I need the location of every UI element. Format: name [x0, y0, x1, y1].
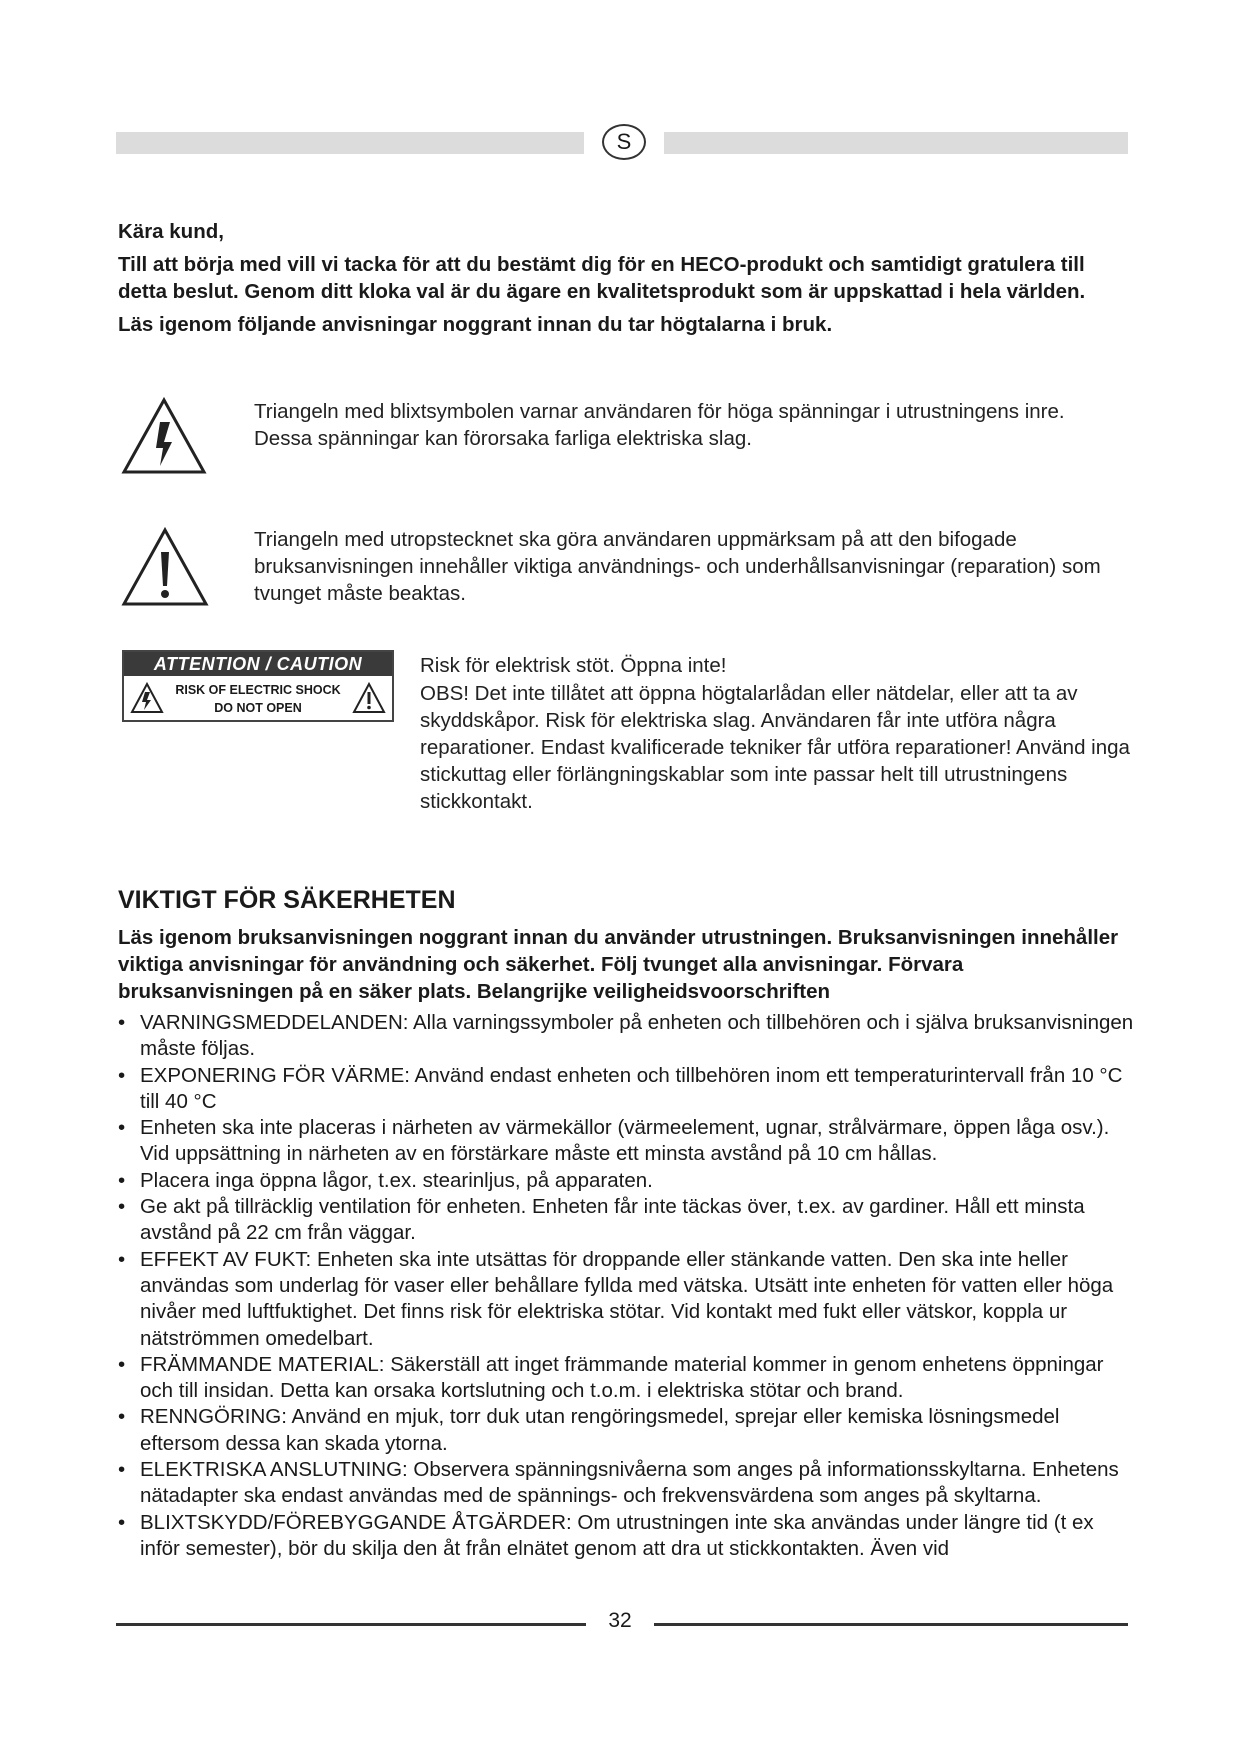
language-badge: S	[602, 124, 646, 160]
list-item: • ELEKTRISKA ANSLUTNING: Observera spänningsnivåerna som anges på informationsskyltarna. Enhetens nätadapter ska endast användas med de spännings- och frekvensvärdena som anges på skyltarna.	[118, 1458, 1119, 1508]
header-bar-right	[664, 132, 1128, 154]
list-item: • EXPONERING FÖR VÄRME: Använd endast enheten och tillbehören inom ett temperaturintervall från 10 °C till 40 °C	[118, 1063, 1123, 1113]
exclamation-warning-icon	[120, 526, 210, 608]
list-item: • RENNGÖRING: Använd en mjuk, torr duk utan rengöringsmedel, sprejar eller kemiska lösningsmedel eftersom dessa kan skada ytorna.	[118, 1405, 1060, 1455]
list-item: • Placera inga öppna lågor, t.ex. stearinljus, på apparaten.	[118, 1168, 653, 1192]
safety-bullet-list	[118, 1010, 1138, 1562]
list-item: • Enheten ska inte placeras i närheten av värmekällor (värmeelement, ugnar, strålvärmare, öppen låga osv.). Vid uppsättning in närheten av en förstärkare måste ett minsta avstånd på 10 cm hållas.	[118, 1116, 1110, 1166]
page-number: 32	[608, 1609, 632, 1632]
safety-heading: VIKTIGT FÖR SÄKERHETEN	[118, 886, 456, 914]
lightning-warning-icon	[120, 396, 208, 476]
exclamation-warning-text: Triangeln med utropstecknet ska göra användaren uppmärksam på att den bifogade bruksanvisningen innehåller viktiga användnings- och underhållsanvisningar (reparation) som tvunget måste beaktas.	[254, 528, 1101, 605]
lightning-warning-text: Triangeln med blixtsymbolen varnar användaren för höga spänningar i utrustningens inre. Dessa spänningar kan förorsaka farliga elektriska slag.	[254, 400, 1065, 450]
safety-intro: Läs igenom bruksanvisningen noggrant innan du använder utrustningen. Bruksanvisningen innehåller viktiga anvisningar för användning och säkerhet. Följ tvunget alla anvisningar. Förvara bruksanvisningen på en säker plats. Belangrijke veiligheidsvoorschriften	[118, 926, 1119, 1003]
read-instructions: Läs igenom följande anvisningar noggrant innan du tar högtalarna i bruk.	[118, 313, 833, 336]
caution-label	[122, 650, 394, 722]
list-item: • EFFEKT AV FUKT: Enheten ska inte utsättas för droppande eller stänkande vatten. Den ska inte heller användas som underlag för vaser eller behållare fyllda med vätska. Utsätt inte enheten för vatten eller höga nivåer med luftfuktighet. Det finns risk för elektriska stötar. Vid kontakt med fukt eller vätskor, koppla ur nätströmmen omedelbart.	[118, 1247, 1114, 1350]
header-bar-left	[116, 132, 584, 154]
caution-text-2: OBS! Det inte tillåtet att öppna högtalarlådan eller nätdelar, eller att ta av skyddskåpor. Risk för elektriska slag. Användaren får inte utföra några reparationer. Endast kvalificerade tekniker får utföra reparationer! Använd inga stickuttag eller förlängningskablar som inte passar helt till utrustningens stickkontakt.	[420, 682, 1130, 813]
intro-section	[118, 218, 1118, 344]
caution-label-header: ATTENTION / CAUTION	[124, 652, 392, 676]
footer-rule-right	[654, 1623, 1128, 1626]
list-item: • BLIXTSKYDD/FÖREBYGGANDE ÅTGÄRDER: Om utrustningen inte ska användas under längre tid (t ex inför semester), bör du skilja den åt från elnätet genom att dra ut stickkontakten. Även vid	[118, 1510, 1094, 1560]
list-item: • VARNINGSMEDDELANDEN: Alla varningssymboler på enheten och tillbehören och i själva bruksanvisningen måste följas.	[118, 1011, 1134, 1061]
caution-label-line1: RISK OF ELECTRIC SHOCK	[175, 683, 341, 697]
footer-rule-left	[116, 1623, 586, 1626]
caution-text-1: Risk för elektrisk stöt. Öppna inte!	[420, 654, 727, 677]
caution-label-line2: DO NOT OPEN	[214, 701, 302, 715]
thanks-paragraph: Till att börja med vill vi tacka för att du bestämt dig för en HECO-produkt och samtidigt gratulera till detta beslut. Genom ditt kloka val är du ägare en kvalitetsprodukt som är uppskattad i hela världen.	[118, 253, 1086, 303]
list-item: • Ge akt på tillräcklig ventilation för enheten. Enheten får inte täckas över, t.ex. av gardiner. Håll ett minsta avstånd på 22 cm från väggar.	[118, 1195, 1085, 1245]
list-item: • FRÄMMANDE MATERIAL: Säkerställ att inget främmande material kommer in genom enhetens öppningar och till insidan. Detta kan orsaka kortslutning och t.o.m. i elektriska stötar och brand.	[118, 1352, 1104, 1403]
caution-exclamation-icon	[352, 682, 386, 714]
greeting: Kära kund,	[118, 220, 224, 243]
